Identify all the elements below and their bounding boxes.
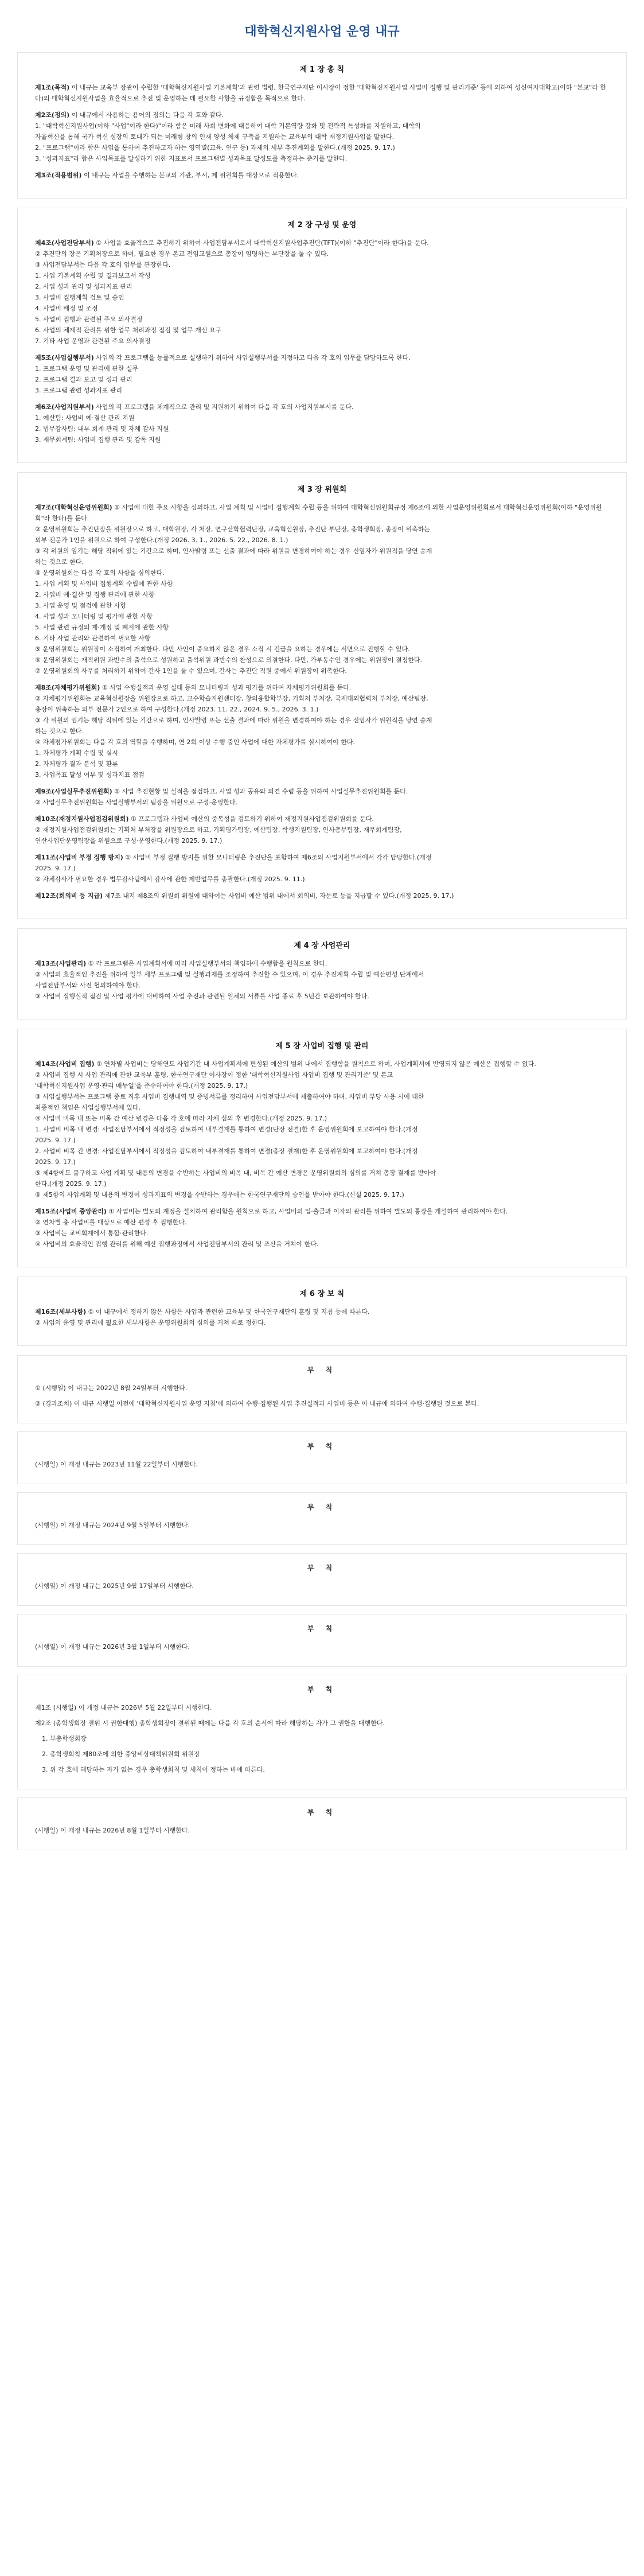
article-items (35, 248, 609, 347)
article-item: 최종적인 책임은 사업실행부서에 있다. (35, 1104, 141, 1111)
article-item: ③ 사업비 집행실적 점검 및 사업 평가에 대비하여 사업 추진과 관련된 일체의 서류를 사업 종료 후 5년간 보관하여야 한다. (35, 993, 369, 1000)
chapter-heading: 제 6 장 보 칙 (299, 1290, 345, 1298)
article-item: 2025. 9. 17.) (35, 1137, 76, 1144)
addendum-line: 3. 위 각 호에 해당하는 자가 없는 경우 총학생회칙 및 세칙이 정하는 바에 따른다. (42, 1766, 265, 1773)
article-item: ② 사업실무추진위원회는 사업실행부서의 팀장을 위원으로 구성·운영한다. (35, 799, 238, 806)
article-item: ③ 각 위원의 임기는 해당 직위에 있는 기간으로 하며, 인사발령 또는 선출 결과에 따라 위원을 변경하여야 하는 경우 신임자가 위원직을 당연 승계 (35, 547, 432, 555)
article-text: 이 내규는 사업을 수행하는 본교의 기관, 부서, 제 위원회를 대상으로 적용한다. (81, 172, 299, 179)
chapters (0, 52, 644, 1346)
article-text: 이 내규에서 사용하는 용어의 정의는 다음 각 호와 같다. (69, 111, 224, 119)
article-item: ④ 사업비의 효율적인 집행 관리를 위해 예산 집행과정에서 사업전담부서의 관리 및 조산을 거쳐야 한다. (35, 1240, 319, 1248)
article (35, 1206, 609, 1250)
article (35, 1059, 609, 1200)
addendum-line: (시행일) 이 개정 내규는 2023년 11월 22일부터 시행한다. (35, 1461, 198, 1468)
article-heading: 제4조(사업전담부서) (35, 239, 94, 247)
article (35, 238, 609, 347)
article-item: 3. 재무회계팀: 사업비 집행 관리 및 감독 지원 (35, 436, 161, 443)
article-item: ⑥ 운영위원회는 재적위원 과반수의 출석으로 성원하고 출석위원 과반수의 찬성으로 의결한다. 다만, 가부동수인 경우에는 위원장이 결정한다. (35, 656, 422, 664)
article-item: ② 사업비 집행 시 사업 관리에 관한 교육부 훈령, 한국연구재단 이사장이 정한 '대학혁신지원사업 사업비 집행 및 관리기준' 및 본교 (35, 1071, 393, 1079)
article-item: 5. 사업 관련 규정의 제·개정 및 폐지에 관한 사항 (35, 624, 169, 631)
article-item: 2025. 9. 17.) (35, 1158, 76, 1166)
article-heading: 제8조(자체평가위원회) (35, 684, 100, 691)
addendum (17, 1431, 627, 1484)
article-heading: 제1조(목적) (35, 84, 70, 91)
article-item: 1. 사업 계획 및 사업비 집행계획 수립에 관한 사항 (35, 580, 173, 587)
chapter-section (17, 1029, 627, 1267)
article-item: 3. 사업비 집행계획 검토 및 승인 (35, 294, 124, 301)
article-item: ② 사업의 효율적인 추진을 위하여 일부 세부 프로그램 및 실행과제를 조정하여 추진할 수 있으며, 이 경우 추진계획 수립 및 예산편성 단계에서 (35, 971, 424, 978)
article-item: 3. "성과지표"라 함은 사업목표를 달성하기 위한 지표로서 프로그램별 성과목표 달성도를 측정하는 준거를 말한다. (35, 155, 348, 162)
article-item: ③ 사업전담부서는 다음 각 호의 업무를 관장한다. (35, 261, 171, 269)
article-item: 하는 것으로 한다. (35, 558, 84, 566)
article-items (35, 120, 609, 164)
article-item: 3. 사업목표 달성 여부 및 성과지표 점검 (35, 771, 145, 779)
addendum-heading: 부 칙 (307, 1686, 337, 1694)
addendum-line: (시행일) 이 개정 내규는 2025년 9월 17일부터 시행한다. (35, 1582, 194, 1590)
article (35, 958, 609, 1002)
article-text: 사업의 각 프로그램을 체계적으로 관리 및 지원하기 위하여 다음 각 호의 사업지원부서를 둔다. (93, 403, 354, 411)
article-items (35, 1217, 609, 1250)
article-item: 2. 법무감사팀: 내부 회계 관리 및 자체 감사 지원 (35, 425, 169, 433)
article-item: ② 재정지원사업점검위원회는 기획처 부처장을 위원장으로 하고, 기획평가팀장, 예산팀장, 학생지원팀장, 인사총무팀장, 재무회계팀장, (35, 826, 402, 834)
article-item: ⑥ 제5항의 사업계획 및 내용의 변경이 성과지표의 변경을 수반하는 경우에는 한국연구재단의 승인을 받아야 한다.(신설 2025. 9. 17.) (35, 1191, 404, 1198)
article-item: 1. 사업 기본계획 수립 및 결과보고서 작성 (35, 272, 151, 279)
article-heading: 제7조(대학혁신운영위원회) (35, 504, 112, 511)
addendum (17, 1492, 627, 1545)
chapter-heading: 제 3 장 위원회 (297, 485, 347, 494)
article-item: 연산사업단운영팀장을 위원으로 구성·운영한다.(개정 2025. 9. 17.) (35, 837, 223, 845)
article-items (35, 1317, 609, 1328)
article (35, 110, 609, 164)
chapter-heading: 제 2 장 구성 및 운영 (287, 221, 357, 229)
article-heading: 제2조(정의) (35, 111, 70, 119)
article-item: 4. 사업비 배정 및 조정 (35, 305, 98, 312)
addendum (17, 1797, 627, 1850)
article-item: 2025. 9. 17.) (35, 865, 76, 872)
article-item: 2. 프로그램 결과 보고 및 성과 관리 (35, 376, 132, 383)
chapter-section (17, 208, 627, 463)
article-item: 자율혁신을 통해 국가 혁신 성장의 토대가 되는 미래형 창의 인재 양성 체제 구축을 지원하는 교육부의 대학 재정지원사업을 말한다. (35, 133, 395, 141)
article-item: 1. "대학혁신지원사업(이하 "사업"이라 한다)"이라 함은 미래 사회 변화에 대응하여 대학 기본역량 강화 및 전략적 특성화를 지원하고, 대학의 (35, 122, 421, 130)
addendum-line: 1. 부총학생회장 (42, 1735, 87, 1742)
article (35, 1306, 609, 1328)
article-item: ④ 자체평가위원회는 다음 각 호의 역할을 수행하며, 연 2회 이상 수행 중인 사업에 대한 자체평가를 실시하여야 한다. (35, 738, 355, 746)
article-items (35, 1069, 609, 1200)
article-item: ② 운영위원회는 추진단장을 위원장으로 하고, 대학원장, 각 처장, 연구산학협력단장, 교육혁신원장, 추진단 부단장, 총학생회장, 총장이 위촉하는 (35, 526, 430, 533)
article-heading: 제15조(사업비 중앙관리) (35, 1208, 107, 1215)
article-item: 7. 기타 사업 운영과 관련된 주요 의사결정 (35, 337, 151, 345)
article-items (35, 863, 609, 885)
article-item: 2. 사업비 예·결산 및 집행 관리에 관한 사항 (35, 591, 155, 598)
article-item: 외부 전문가 1인을 위원으로 하여 구성한다.(개정 2026. 3. 1., 2026. 5. 22., 2026. 8. 1.) (35, 536, 288, 544)
page-title: 대학혁신지원사업 운영 내규 (244, 25, 400, 39)
addendum-line: 제2조 (총학생회장 결위 시 권한대행) 총학생회장이 결위된 때에는 다음 각 호의 순서에 따라 해당하는 자가 그 권한을 대행한다. (35, 1719, 385, 1727)
article-item: 3. 사업 운영 및 점검에 관한 사항 (35, 602, 126, 609)
chapter-heading: 제 1 장 총 칙 (299, 65, 345, 74)
article-item: 6. 기타 사업 관리와 관련하여 필요한 사항 (35, 635, 151, 642)
addendum-line: ① (시행일) 이 내규는 2022년 8월 24일부터 시행한다. (35, 1384, 188, 1392)
addenda-section (0, 1355, 644, 1850)
article-item: ② 자체평가위원회는 교육혁신원장을 위원장으로 하고, 교수학습지원센터장, 창의융합학부장, 기획처 부처장, 국제대외협력처 부처장, 예산팀장, (35, 695, 428, 702)
article-heading: 제6조(사업지원부서) (35, 403, 94, 411)
article-item: 6. 사업의 체계적 관리를 위한 업무 처리과정 점검 및 업무 개선 요구 (35, 326, 222, 334)
article (35, 170, 609, 181)
addendum-heading: 부 칙 (307, 1564, 337, 1572)
article-item: ④ 운영위원회는 다음 각 호의 사항을 심의한다. (35, 569, 165, 577)
article-heading: 제14조(사업비 집행) (35, 1060, 95, 1068)
article-heading: 제9조(사업실무추진위원회) (35, 788, 112, 795)
article-item: 사업전담부서와 사전 협의하여야 한다. (35, 982, 141, 989)
article-text: 이 내규는 교육부 장관이 수립한 '대학혁신지원사업 기본계획'과 관련 법령, 한국연구재단 이사장이 정한 '대학혁신지원사업 사업비 집행 및 관리기준' 등에 의하여 성신여자대학교(이하 "본교"라 한다)의 대학혁신지원사업을 효율적으로 추진 및 운영하는 데 필요한 사항을 규정함을 목적으로 한다. (35, 84, 606, 102)
article-item: ③ 사업비는 교비회계에서 통합·관리한다. (35, 1229, 149, 1237)
article-text: 사업의 각 프로그램을 능률적으로 실행하기 위하여 사업실행부서를 지정하고 다음 각 호의 업무를 담당하도록 한다. (93, 354, 411, 361)
article-item: 4. 사업 성과 모니터링 및 평가에 관한 사항 (35, 613, 153, 620)
article (35, 82, 609, 104)
article (35, 786, 609, 808)
article-heading: 제5조(사업실행부서) (35, 354, 94, 361)
article (35, 852, 609, 885)
article-text: ① 사업비는 별도의 계정을 설치하여 관리함을 원칙으로 하고, 사업비의 입·출금과 이자의 관리를 위하여 별도의 통장을 개설하여 관리하여야 한다. (106, 1208, 508, 1215)
addendum-heading: 부 칙 (307, 1442, 337, 1450)
article-text: ① 이 내규에서 정하지 않은 사항은 사업과 관련한 교육부 및 한국연구재단의 훈령 및 지침 등에 따른다. (86, 1308, 370, 1316)
article-text: ① 사업비 부정 집행 방지를 위한 모니터링은 추진단을 포함하여 제6조의 사업지원부서에서 각각 담당한다.(개정 (123, 854, 432, 861)
addendum (17, 1614, 627, 1667)
article-heading: 제11조(사업비 부정 집행 방지) (35, 854, 123, 861)
addendum (17, 1553, 627, 1606)
article-item: 5. 사업비 집행과 관련된 주요 의사결정 (35, 316, 143, 323)
addendum-heading: 부 칙 (307, 1808, 337, 1816)
addendum-line: 2. 총학생회칙 제80조에 의한 중앙비상대책위원회 위원장 (42, 1750, 200, 1758)
article-items (35, 363, 609, 396)
article (35, 890, 609, 901)
article-text: 제7조 내지 제8조의 위원회 위원에 대하여는 사업비 예산 범위 내에서 회의비, 자문료 등을 지급할 수 있다.(개정 2025. 9. 17.) (103, 892, 454, 900)
article-item: ④ 사업비 비목 내 또는 비목 간 예산 변경은 다음 각 호에 따라 자체 심의 후 변경한다.(개정 2025. 9. 17.) (35, 1115, 327, 1122)
article (35, 402, 609, 445)
article-item: 1. 자체평가 계획 수립 및 실시 (35, 749, 118, 757)
addendum (17, 1675, 627, 1789)
article (35, 682, 609, 780)
article-item: 하는 것으로 한다. (35, 727, 84, 735)
chapter-section (17, 928, 627, 1019)
article-items (35, 524, 609, 676)
article-item: ② 연차별 총 사업비를 대상으로 예산 편성 후 집행한다. (35, 1219, 187, 1226)
article-item: 총장이 위촉하는 외부 전문가 2인으로 하여 구성한다.(개정 2023. 11. 22., 2024. 9. 5., 2026. 3. 1.) (35, 706, 319, 713)
article-item: ⑤ 제4항에도 불구하고 사업 계획 및 내용의 변경을 수반하는 사업비의 비목 내, 비목 간 예산 변경은 운영위원회의 심의를 거쳐 총장 결재를 받아야 (35, 1169, 436, 1177)
article-item: ⑦ 운영위원회의 사무를 처리하기 위하여 간사 1인을 둘 수 있으며, 간사는 추진단 직원 중에서 위원장이 위촉한다. (35, 667, 347, 675)
article-items (35, 969, 609, 1002)
article-items (35, 797, 609, 808)
article-heading: 제10조(재정지원사업점검위원회) (35, 815, 129, 823)
addendum-line: (시행일) 이 개정 내규는 2026년 3월 1일부터 시행한다. (35, 1643, 190, 1651)
article-heading: 제13조(사업관리) (35, 960, 87, 967)
article-item: 2. "프로그램"이라 함은 사업을 통하여 추진하고자 하는 영역별(교육, 연구 등) 과제의 세부 추진계획을 말한다.(개정 2025. 9. 17.) (35, 144, 395, 151)
article-item: 2. 자체평가 결과 분석 및 환류 (35, 760, 118, 768)
article-items (35, 413, 609, 445)
article (35, 502, 609, 676)
article-heading: 제12조(회의비 등 지급) (35, 892, 103, 900)
article-item: ③ 사업실행부서는 프로그램 종료 직후 사업비 집행내역 및 증빙서류를 정리하여 사업전담부서에 제출하여야 하며, 사업비 부당 사용 시에 대한 (35, 1093, 424, 1100)
article-text: ① 사업 추진현황 및 실적을 점검하고, 사업 성과 공유와 의견 수렴 등을 위하여 사업실무추진위원회를 둔다. (112, 788, 408, 795)
article-heading: 제3조(적용범위) (35, 172, 82, 179)
article-item: 2. 사업 성과 관리 및 성과지표 관리 (35, 283, 132, 290)
article-item: ② 자체감사가 필요한 경우 법무감사팀에서 감사에 관한 제반업무를 총괄한다.(개정 2025. 9. 11.) (35, 875, 305, 883)
article-item: 3. 프로그램 관련 성과지표 관리 (35, 387, 122, 394)
article-text: ① 각 프로그램은 사업계획서에 따라 사업실행부서의 책임하에 수행함을 원칙으로 한다. (86, 960, 327, 967)
article-items (35, 824, 609, 846)
article-heading: 제16조(세부사항) (35, 1308, 87, 1316)
article-item: ② 추진단의 장은 기획처장으로 하며, 필요한 경우 본교 전임교원으로 총장이 임명하는 부단장을 둘 수 있다. (35, 250, 329, 258)
chapter-section (17, 52, 627, 199)
addendum-line: 제1조 (시행일) 이 개정 내규는 2026년 5월 22일부터 시행한다. (35, 1704, 212, 1711)
chapter-heading: 제 5 장 사업비 집행 및 관리 (275, 1042, 369, 1050)
article-item: ⑤ 운영위원회는 위원장이 소집하여 개최한다. 다만 사안이 중요하지 않은 경우 소집 시 긴급을 요하는 경우에는 서면으로 진행할 수 있다. (35, 645, 410, 653)
article-text: ① 사업 수행실적과 운영 실태 등의 모니터링과 성과 평가를 위하여 자체평가위원회를 둔다. (100, 684, 352, 691)
chapter-section (17, 1277, 627, 1346)
article-text: ① 연차별 사업비는 당해연도 사업기간 내 사업계획서에 편성된 예산의 범위 내에서 집행함을 원칙으로 하며, 사업계획서에 반영되지 않은 예산은 집행할 수 없다. (94, 1060, 536, 1068)
article-item: 2. 사업비 비목 간 변경: 사업전담부서에서 적정성을 검토하여 내부결재를 통하여 변경(총장 결재)한 후 운영위원회에 보고하여야 한다.(개정 (35, 1147, 418, 1155)
article-text: ① 사업을 효율적으로 추진하기 위하여 사업전담부서로서 대학혁신지원사업추진단(TFT)(이하 "추진단"이라 한다)을 둔다. (93, 239, 429, 247)
addendum-line: ② (경과조치) 이 내규 시행일 이전에 '대학혁신지원사업 운영 지침'에 의하여 수행·집행된 사업 추진실적과 사업비 등은 이 내규에 의하여 수행·집행된 것으로 본다. (35, 1400, 479, 1407)
article-text: ① 프로그램과 사업비 예산의 중복성을 검토하기 위하여 재정지원사업점검위원회를 둔다. (128, 815, 374, 823)
article-item: 한다.(개정 2025. 9. 17.) (35, 1180, 107, 1188)
article-text: ① 사업에 대한 주요 사항을 심의하고, 사업 계획 및 사업비 집행계획 수립 등을 위하여 대학혁신위원회규정 제6조에 의한 사업운영위원회로서 대학혁신운영위원회(이하 "운영위원회"라 한다)를 둔다. (35, 504, 602, 522)
article-item: '대학혁신지원사업 운영·관리 매뉴얼'을 준수하여야 한다.(개정 2025. 9. 17.) (35, 1082, 248, 1089)
article-item: ③ 각 위원의 임기는 해당 직위에 있는 기간으로 하며, 인사발령 또는 선출 결과에 따라 위원을 변경하여야 하는 경우 신임자가 위원직을 당연 승계 (35, 717, 432, 724)
addendum-heading: 부 칙 (307, 1625, 337, 1633)
article-item: 1. 예산팀: 사업비 예·결산 관리 지원 (35, 414, 135, 422)
article-item: 1. 사업비 비목 내 변경: 사업전담부서에서 적정성을 검토하여 내부결재를 통하여 변경(단장 전결)한 후 운영위원회에 보고하여야 한다.(개정 (35, 1126, 418, 1133)
addendum-heading: 부 칙 (307, 1366, 337, 1374)
chapter-section (17, 472, 627, 919)
article-item: ② 사업의 운영 및 관리에 필요한 세부사항은 운영위원회의 심의를 거쳐 따로 정한다. (35, 1319, 266, 1326)
chapter-heading: 제 4 장 사업관리 (294, 941, 350, 950)
addendum-line: (시행일) 이 개정 내규는 2026년 8월 1일부터 시행한다. (35, 1827, 190, 1834)
article-items (35, 693, 609, 780)
article (35, 352, 609, 396)
article (35, 814, 609, 846)
article-item: 1. 프로그램 운영 및 관리에 관한 실무 (35, 365, 139, 372)
addendum-heading: 부 칙 (307, 1503, 337, 1511)
addendum-line: (시행일) 이 개정 내규는 2024년 9월 5일부터 시행한다. (35, 1522, 190, 1529)
addendum (17, 1355, 627, 1423)
